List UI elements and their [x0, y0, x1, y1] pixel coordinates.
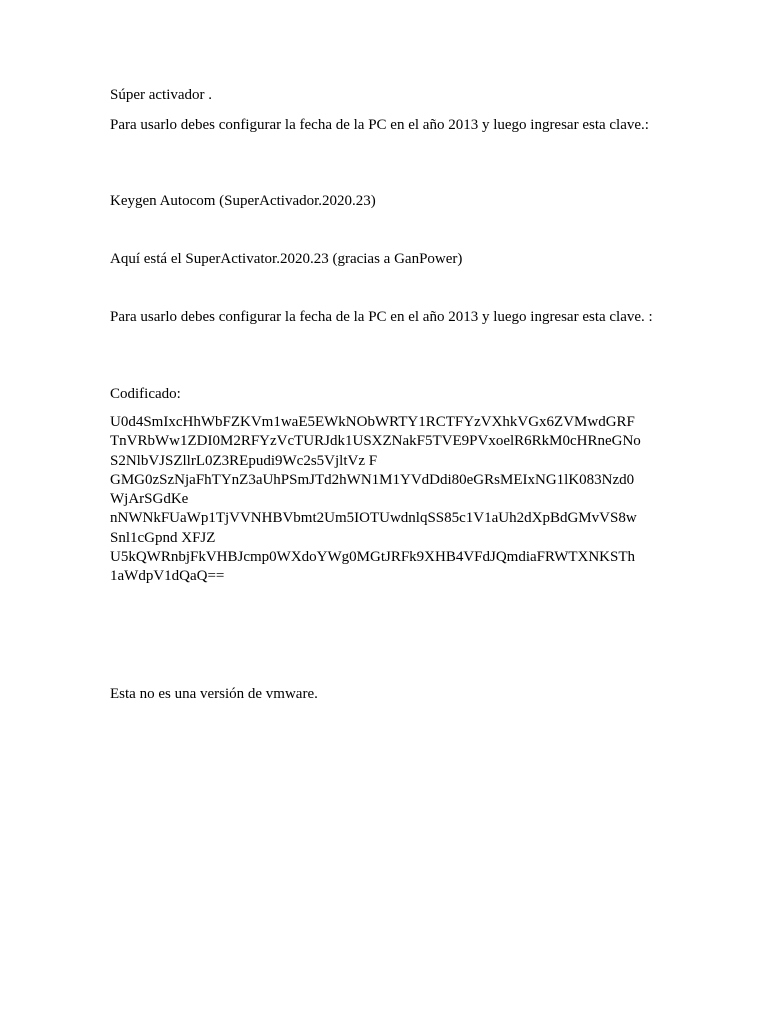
keygen-line: Keygen Autocom (SuperActivador.2020.23): [110, 193, 376, 209]
encoded-line: 1aWdpV1dQaQ==: [110, 568, 225, 585]
encoded-line: S2NlbVJSZllrL0Z3REpudi9Wc2s5VjltVz F: [110, 452, 378, 469]
encoded-line: WjArSGdKe: [110, 491, 189, 508]
credit-line: Aquí está el SuperActivator.2020.23 (gracias a GanPower): [110, 251, 463, 267]
encoded-line: Snl1cGpnd XFJZ: [110, 529, 216, 546]
encoded-label: Codificado:: [110, 386, 181, 402]
encoded-line: nNWNkFUaWp1TjVVNHBVbmt2Um5IOTUwdnlqSS85c1V1aUh2dXpBdGMvVS8w: [110, 510, 637, 527]
encoded-line: U0d4SmIxcHhWbFZKVm1waE5EWkNObWRTY1RCTFYzVXhkVGx6ZVMwdGRF: [110, 414, 635, 430]
encoded-line: U5kQWRnbjFkVHBJcmp0WXdoYWg0MGtJRFk9XHB4VFdJQmdiaFRWTXNKSTh: [110, 549, 636, 566]
footer-note: Esta no es una versión de vmware.: [110, 686, 318, 702]
instruction-paragraph-1: Para usarlo debes configurar la fecha de la PC en el año 2013 y luego ingresar esta clave.:: [110, 117, 649, 133]
encoded-line: TnVRbWw1ZDI0M2RFYzVcTURJdk1USXZNakF5TVE9PVxoelR6RkM0cHRneGNo: [110, 433, 641, 450]
encoded-line: GMG0zSzNjaFhTYnZ3aUhPSmJTd2hWN1M1YVdDdi80eGRsMEIxNG1lK083Nzd0: [110, 471, 635, 488]
instruction-paragraph-2: Para usarlo debes configurar la fecha de la PC en el año 2013 y luego ingresar esta clave. :: [110, 309, 653, 325]
document-title: Súper activador .: [110, 87, 213, 103]
encoded-key-block: [110, 413, 710, 587]
